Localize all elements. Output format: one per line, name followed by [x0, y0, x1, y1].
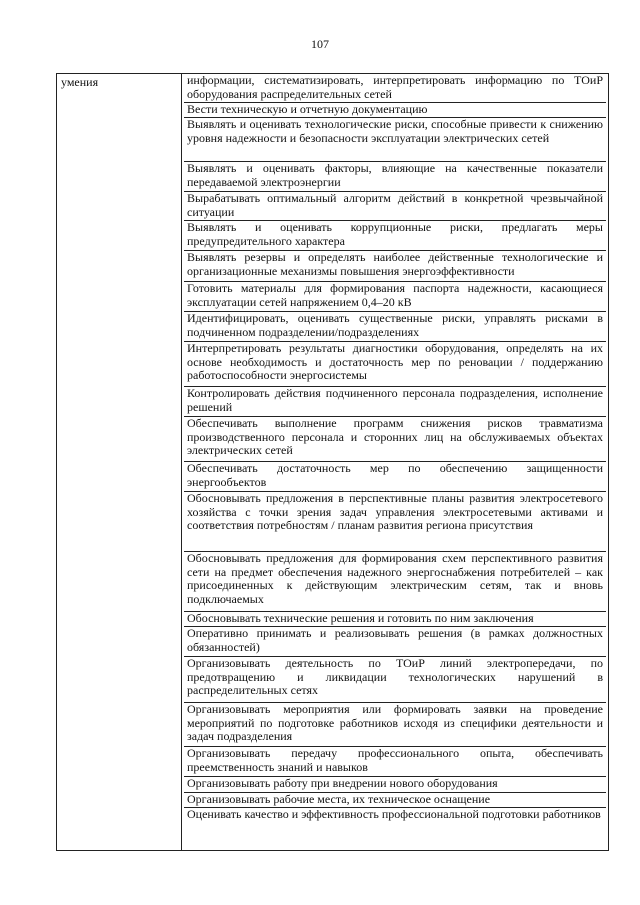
table-row: Вырабатывать оптимальный алгоритм действий в конкретной чрезвычайной ситуации	[184, 192, 606, 221]
skills-list	[182, 74, 608, 850]
table-row: Интерпретировать результаты диагностики оборудования, определять на их основе необходимость и достаточность мер по реновации / поддержанию работоспособности энергосистемы	[184, 342, 606, 387]
table-row: Обеспечивать выполнение программ снижения рисков травматизма производственного персонала и сторонних лиц на обслуживаемых объектах электрических сетей	[184, 417, 606, 462]
table-row: Выявлять и оценивать факторы, влияющие на качественные показатели передаваемой электроэнергии	[184, 162, 606, 192]
table-row: информации, систематизировать, интерпретировать информацию по ТОиР оборудования распределительных сетей	[184, 74, 606, 103]
table-row: Готовить материалы для формирования паспорта надежности, касающиеся эксплуатации сетей напряжением 0,4–20 кВ	[184, 282, 606, 312]
table-row: Организовывать деятельность по ТОиР линий электропередачи, по предотвращению и ликвидации технологических нарушений в распределительных сетях	[184, 657, 606, 703]
table-row: Оперативно принимать и реализовывать решения (в рамках должностных обязанностей)	[184, 627, 606, 657]
table-row: Организовывать мероприятия или формировать заявки на проведение мероприятий по подготовке работников исходя из специфики деятельности и задач подразделения	[184, 703, 606, 747]
table-row: Организовывать рабочие места, их техническое оснащение	[184, 793, 606, 808]
table-row: Оценивать качество и эффективность профессиональной подготовки работников	[187, 808, 601, 821]
category-cell	[57, 74, 182, 850]
table-row: Выявлять резервы и определять наиболее действенные технологические и организационные механизмы повышения энергоэффективности	[184, 251, 606, 282]
table-row: Обеспечивать достаточность мер по обеспечению защищенности энергообъектов	[184, 462, 606, 492]
table-row: Вести техническую и отчетную документацию	[184, 103, 606, 118]
table-row: Контролировать действия подчиненного персонала подразделения, исполнение решений	[184, 387, 606, 417]
table-row: Выявлять и оценивать технологические риски, способные привести к снижению уровня надежности и безопасности эксплуатации электрических сетей	[184, 118, 606, 162]
table-row: Выявлять и оценивать коррупционные риски, предлагать меры предупредительного характера	[184, 221, 606, 251]
table-row: Организовывать работу при внедрении нового оборудования	[184, 777, 606, 793]
page-number: 107	[311, 37, 329, 51]
table-row: Обосновывать предложения в перспективные планы развития электросетевого хозяйства с точки зрения задач управления электросетевыми активами и соответствия потребностям / планам развития региона присутствия	[184, 492, 606, 552]
table-row: Обосновывать предложения для формирования схем перспективного развития сети на предмет обеспечения надежного энергоснабжения потребителей – как присоединенных к действующим электрическим сетям, так и вновь подключаемых	[184, 552, 606, 612]
skills-table	[56, 73, 609, 851]
table-row: Организовывать передачу профессионального опыта, обеспечивать преемственность знаний и навыков	[184, 747, 606, 777]
category-label: умения	[61, 75, 99, 89]
table-row: Обосновывать технические решения и готовить по ним заключения	[184, 612, 606, 627]
table-row: Идентифицировать, оценивать существенные риски, управлять рисками в подчиненном подразделении/подразделениях	[184, 312, 606, 342]
